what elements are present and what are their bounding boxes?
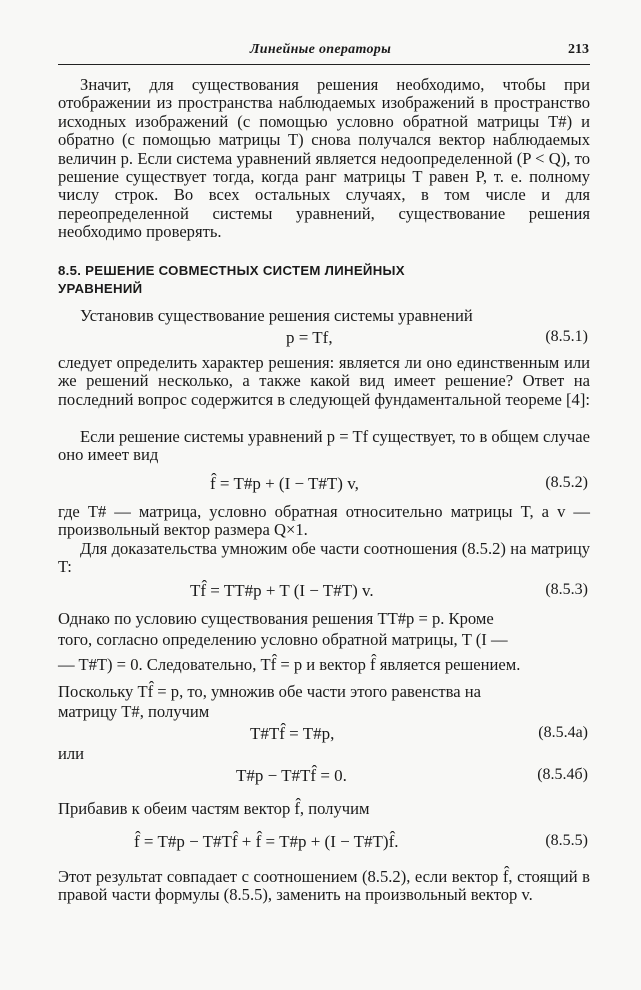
section-heading-line2: УРАВНЕНИЙ <box>58 281 143 296</box>
paragraph-however-line2: того, согласно определению условно обратной матрицы, T (I — <box>58 630 508 649</box>
equation-number: (8.5.3) <box>545 581 588 598</box>
equation-8-5-2 <box>58 474 590 496</box>
page-number: 213 <box>568 42 589 57</box>
paragraph-matrix-definition: где T# — матрица, условно обратная относительно матрицы T, а v — произвольный вектор размера Q×1. <box>58 502 590 540</box>
equation-number: (8.5.1) <box>545 328 588 345</box>
paragraph-conclusion: Этот результат совпадает с соотношением (8.5.2), если вектор f̂, стоящий в правой части формулы (8.5.5), заменить на произвольный вектор v. <box>58 867 590 905</box>
equation-expression: f̂ = T#p + (I − T#T) v, <box>210 474 359 493</box>
equation-number: (8.5.2) <box>545 474 588 491</box>
paragraph-adding: Прибавив к обеим частям вектор f̂, получим <box>58 799 370 818</box>
equation-expression: Tf̂ = TT#p + T (I − T#T) v. <box>190 581 374 600</box>
word-or: или <box>58 744 85 763</box>
equation-expression: T#Tf̂ = T#p, <box>250 724 335 743</box>
page-header-title: Линейные операторы <box>249 42 392 57</box>
equation-8-5-1 <box>58 328 590 350</box>
equation-8-5-5 <box>58 832 590 854</box>
paragraph-intro: Установив существование решения системы уравнений <box>80 306 473 325</box>
paragraph-however-line1: Однако по условию существования решения TT#p = p. Кроме <box>58 609 494 628</box>
equation-expression: T#p − T#Tf̂ = 0. <box>236 766 347 785</box>
paragraph-since-line1: Поскольку Tf̂ = p, то, умножив обе части этого равенства на <box>58 682 482 701</box>
paragraph-since-line2: матрицу T#, получим <box>58 702 210 721</box>
paragraph-existence-condition: Значит, для существования решения необходимо, чтобы при отображении из пространства наблюдаемых изображений в пространство исходных изображений (с помощью условно обратной матрицы T#) и обратно (с помощью матрицы T) снова получался вектор наблюдаемых величин p. Если система уравнений является недоопределенной (P < Q), то решение существует тогда, когда ранг матрицы T равен P, т. е. полному числу строк. Во всех остальных случаях, в том числе и для переопределенной системы уравнений, существование решения необходимо проверять. <box>58 75 590 242</box>
paragraph-however-line3: — T#T) = 0. Следовательно, Tf̂ = p и вектор f̂ является решением. <box>58 655 521 674</box>
equation-expression: p = Tf, <box>286 328 333 347</box>
equation-8-5-3 <box>58 581 590 603</box>
equation-8-5-4b <box>58 766 590 788</box>
section-heading <box>58 262 590 298</box>
header-rule <box>58 64 590 65</box>
equation-expression: f̂ = T#p − T#Tf̂ + f̂ = T#p + (I − T#T)f̂. <box>134 832 399 851</box>
paragraph-theorem-question: следует определить характер решения: является ли оно единственным или же решений несколько, а также какой вид имеет решение? Ответ на последний вопрос содержится в следующей фундаментальной теореме [4]: <box>58 353 590 409</box>
paragraph-general-solution: Если решение системы уравнений p = Tf существует, то в общем случае оно имеет вид <box>58 427 590 465</box>
equation-number: (8.5.4а) <box>538 724 588 741</box>
equation-8-5-4a <box>58 724 590 746</box>
equation-number: (8.5.4б) <box>537 766 588 783</box>
paragraph-proof-start: Для доказательства умножим обе части соотношения (8.5.2) на матрицу T: <box>58 539 590 577</box>
section-heading-line1: 8.5. РЕШЕНИЕ СОВМЕСТНЫХ СИСТЕМ ЛИНЕЙНЫХ <box>58 263 405 278</box>
equation-number: (8.5.5) <box>545 832 588 849</box>
